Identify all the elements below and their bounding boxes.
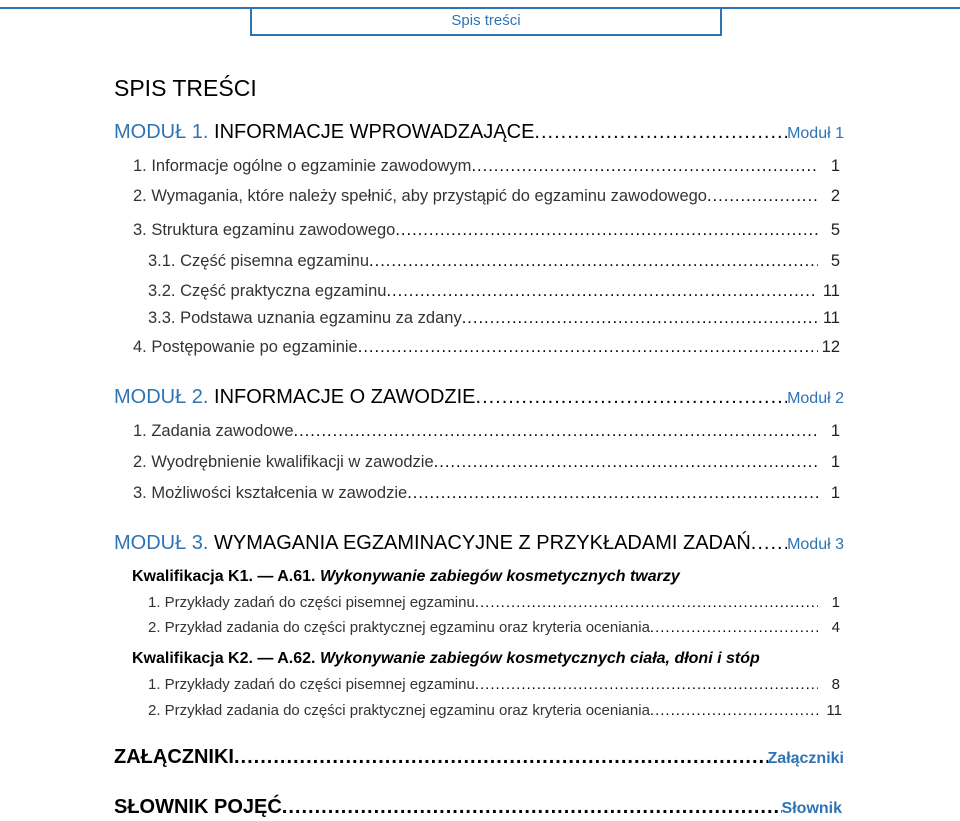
leader-dots: [476, 386, 788, 409]
leader-dots: [369, 252, 818, 271]
leader-dots: [395, 221, 818, 240]
toc-item-page: 1: [830, 453, 840, 471]
leader-dots: [650, 702, 820, 719]
toc-item[interactable]: [133, 484, 840, 503]
toc-item[interactable]: [148, 619, 840, 636]
leader-dots: [386, 282, 818, 301]
toc-item-page: 2: [830, 187, 840, 205]
appendix-title: ZAŁĄCZNIKI: [114, 746, 234, 768]
toc-appendix[interactable]: [114, 746, 844, 769]
toc-item[interactable]: [133, 338, 840, 357]
leader-dots: [294, 422, 818, 441]
glossary-page: Słownik: [781, 800, 842, 817]
module-1-page: Moduł 1: [787, 125, 844, 142]
toc-module-2[interactable]: [114, 386, 844, 409]
toc-item-text: 2. Wymagania, które należy spełnić, aby przystąpić do egzaminu zawodowego: [133, 187, 707, 205]
toc-item-page: 11: [826, 702, 842, 719]
toc-item-text: 1. Zadania zawodowe: [133, 422, 294, 440]
leader-dots: [407, 484, 818, 503]
toc-item-page: 1: [831, 594, 840, 611]
toc-module-3[interactable]: [114, 532, 844, 555]
qualification-k1-label: Kwalifikacja K1. — A.61.: [132, 568, 316, 585]
toc-item-text: 2. Przykład zadania do części praktycznej egzaminu oraz kryteria oceniania: [148, 619, 650, 636]
toc-item-page: 5: [830, 252, 840, 270]
leader-dots: [471, 157, 818, 176]
toc-item[interactable]: [148, 676, 840, 693]
toc-item[interactable]: [133, 157, 840, 176]
toc-item-page: 1: [830, 422, 840, 440]
leader-dots: [650, 619, 818, 636]
module-2-title: INFORMACJE O ZAWODZIE: [214, 386, 476, 408]
toc-item-page: 11: [822, 282, 840, 300]
leader-dots: [462, 309, 818, 328]
module-1-title: INFORMACJE WPROWADZAJĄCE: [214, 121, 535, 143]
leader-dots: [434, 453, 818, 472]
leader-dots: [282, 796, 782, 819]
toc-item-text: 3.2. Część praktyczna egzaminu: [148, 282, 387, 300]
toc-module-1[interactable]: [114, 121, 844, 144]
toc-item-text: 1. Informacje ogólne o egzaminie zawodowym: [133, 157, 472, 175]
toc-item[interactable]: [148, 282, 840, 301]
module-3-title: WYMAGANIA EGZAMINACYJNE Z PRZYKŁADAMI ZADAŃ: [214, 532, 751, 554]
module-3-page: Moduł 3: [787, 536, 844, 553]
toc-item[interactable]: [148, 594, 840, 611]
leader-dots: [475, 676, 818, 693]
leader-dots: [234, 746, 768, 769]
toc-item[interactable]: [133, 221, 840, 240]
toc-item-text: 3.3. Podstawa uznania egzaminu za zdany: [148, 309, 462, 327]
toc-item-page: 4: [831, 619, 840, 636]
toc-item-text: 2. Przykład zadania do części praktycznej egzaminu oraz kryteria oceniania: [148, 702, 650, 719]
toc-item-text: 3. Możliwości kształcenia w zawodzie: [133, 484, 408, 502]
header-line-left: [0, 7, 250, 9]
module-2-prefix: MODUŁ 2.: [114, 386, 209, 408]
toc-title: SPIS TREŚCI: [114, 75, 257, 101]
toc-item-page: 1: [830, 484, 840, 502]
module-2-page: Moduł 2: [787, 390, 844, 407]
toc-item[interactable]: [133, 453, 840, 472]
page-header: Spis treści: [250, 7, 722, 36]
toc-item-text: 4. Postępowanie po egzaminie: [133, 338, 358, 356]
qualification-k1-heading: [132, 568, 680, 586]
leader-dots: [358, 338, 818, 357]
module-3-prefix: MODUŁ 3.: [114, 532, 209, 554]
toc-item[interactable]: [148, 252, 840, 271]
toc-item[interactable]: [133, 187, 840, 206]
glossary-title: SŁOWNIK POJĘĆ: [114, 796, 282, 818]
qualification-k1-name: Wykonywanie zabiegów kosmetycznych twarzy: [319, 568, 680, 585]
toc-item-page: 5: [830, 221, 840, 239]
toc-item[interactable]: [133, 422, 840, 441]
appendix-page: Załączniki: [767, 750, 844, 767]
qualification-k2-label: Kwalifikacja K2. — A.62.: [132, 650, 316, 667]
toc-item-page: 12: [821, 338, 840, 356]
toc-item-text: 1. Przykłady zadań do części pisemnej egzaminu: [148, 676, 475, 693]
toc-item[interactable]: [148, 702, 842, 719]
toc-item-text: 3.1. Część pisemna egzaminu: [148, 252, 370, 270]
toc-item-page: 1: [830, 157, 840, 175]
toc-item-page: 8: [831, 676, 840, 693]
leader-dots: [534, 121, 787, 144]
qualification-k2-heading: [132, 650, 760, 668]
toc-glossary[interactable]: [114, 796, 842, 819]
leader-dots: [475, 594, 818, 611]
toc-item-text: 3. Struktura egzaminu zawodowego: [133, 221, 396, 239]
leader-dots: [751, 532, 787, 555]
toc-item-text: 2. Wyodrębnienie kwalifikacji w zawodzie: [133, 453, 434, 471]
module-1-prefix: MODUŁ 1.: [114, 121, 209, 143]
leader-dots: [707, 187, 818, 206]
toc-item-text: 1. Przykłady zadań do części pisemnej egzaminu: [148, 594, 475, 611]
header-line-right: [722, 7, 960, 9]
toc-item-page: 11: [822, 309, 840, 327]
qualification-k2-name: Wykonywanie zabiegów kosmetycznych ciała, dłoni i stóp: [319, 650, 760, 667]
toc-item[interactable]: [148, 309, 840, 328]
